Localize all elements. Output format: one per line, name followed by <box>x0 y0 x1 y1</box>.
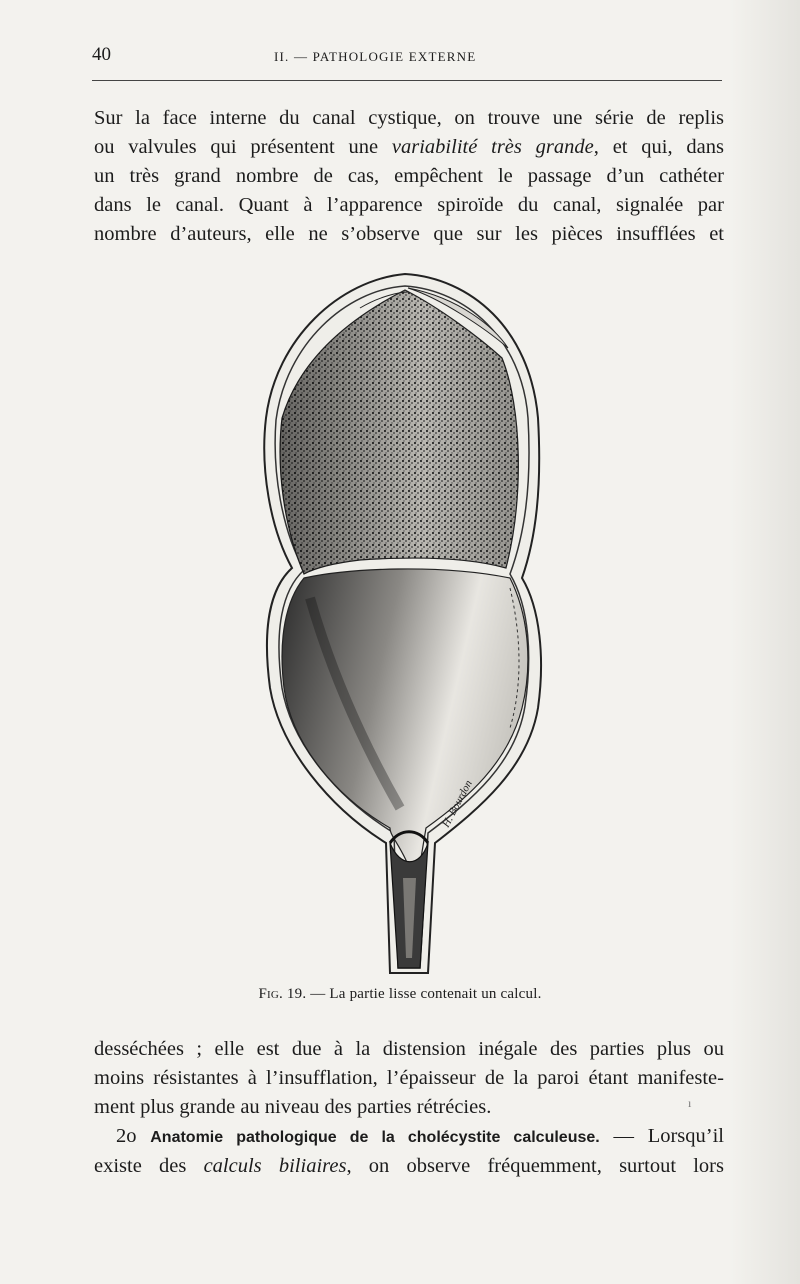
text-run: , on observe fréquemment, surtout lors <box>346 1155 724 1177</box>
paragraph-bottom <box>94 1035 724 1122</box>
caption-text: — La partie lisse contenait un calcul. <box>306 986 542 1002</box>
text-run: , et qui, dans <box>593 136 725 158</box>
text-line <box>94 133 724 162</box>
text-line <box>94 1122 724 1152</box>
text-run: — Lorsqu’il <box>599 1125 724 1147</box>
text-line: ment plus grande au niveau des parties rétrécies. <box>94 1096 492 1118</box>
gallbladder-illustration <box>240 268 570 988</box>
emphasis-text: calculs biliaires <box>203 1155 347 1177</box>
emphasis-text: variabilité très grande <box>391 136 594 158</box>
header-rule <box>92 80 722 81</box>
text-line: dans le canal. Quant à l’apparence spiroïde du canal, signalée par <box>94 194 724 216</box>
running-title: II. — PATHOLOGIE EXTERNE <box>274 49 477 64</box>
text-line: moins résistantes à l’insufflation, l’épaisseur de la paroi étant manifeste- <box>94 1067 724 1089</box>
text-line: Sur la face interne du canal cystique, on trouve une série de replis <box>94 107 724 129</box>
page-edge-shadow <box>730 0 800 1284</box>
page-header <box>92 44 722 74</box>
text-line: un très grand nombre de cas, empêchent le passage d’un cathéter <box>94 165 724 187</box>
page-number: 40 <box>92 44 111 65</box>
artist-signature: H. Bourdon <box>440 778 475 830</box>
section-paragraph <box>94 1122 724 1181</box>
text-line: nombre d’auteurs, elle ne s’observe que sur les pièces insufflées et <box>94 223 724 245</box>
text-run: existe des <box>94 1155 204 1177</box>
section-number: 2o <box>116 1125 151 1147</box>
text-run: ou valvules qui présentent une <box>94 136 392 158</box>
text-line: desséchées ; elle est due à la distension inégale des parties plus ou <box>94 1038 724 1060</box>
section-heading: Anatomie pathologique de la cholécystite calculeuse. <box>150 1129 600 1146</box>
figure-caption <box>0 986 800 1003</box>
paragraph-top <box>94 104 724 249</box>
text-line <box>94 1152 724 1181</box>
margin-mark: ı <box>688 1096 692 1110</box>
figure-label: Fig. 19. <box>258 986 307 1002</box>
